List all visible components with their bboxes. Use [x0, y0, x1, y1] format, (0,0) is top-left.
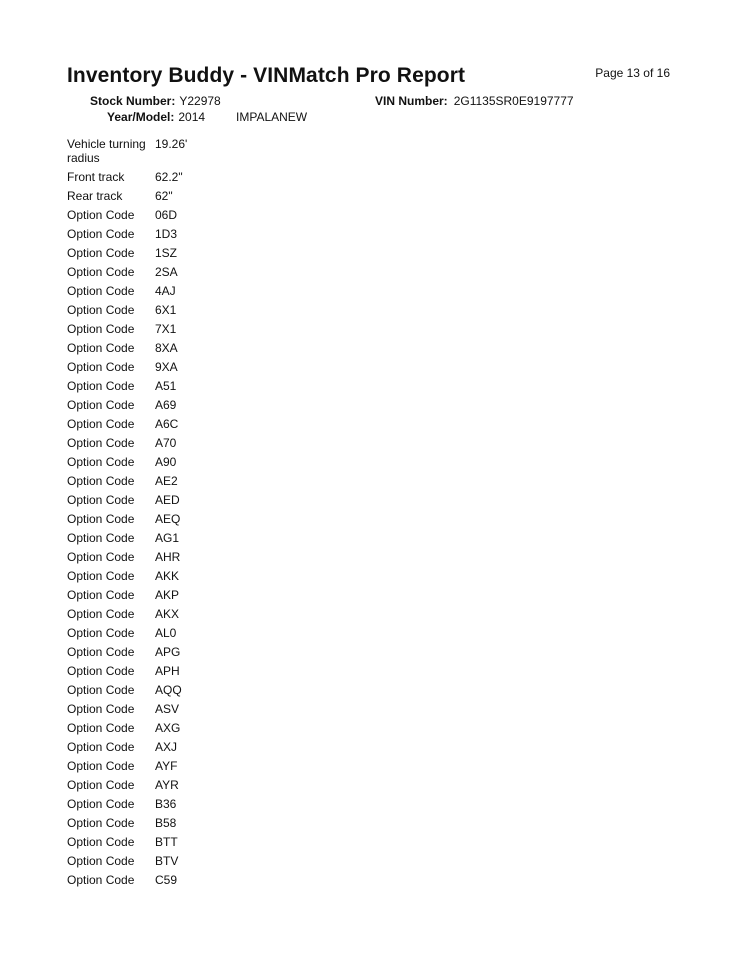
spec-value: 62": [155, 188, 173, 203]
stock-number-row: [90, 94, 221, 108]
spec-value: 06D: [155, 207, 178, 222]
spec-value: AYR: [155, 777, 179, 792]
spec-row: [67, 718, 267, 737]
spec-value: A6C: [155, 416, 179, 431]
spec-label: Option Code: [67, 701, 135, 716]
spec-row: [67, 851, 267, 870]
spec-label: Option Code: [67, 663, 135, 678]
spec-label: Rear track: [67, 188, 123, 203]
spec-label: Option Code: [67, 568, 135, 583]
spec-label: Option Code: [67, 435, 135, 450]
spec-row: [67, 509, 267, 528]
spec-label: Option Code: [67, 340, 135, 355]
spec-label: Option Code: [67, 606, 135, 621]
spec-label: Option Code: [67, 625, 135, 640]
spec-label: Option Code: [67, 739, 135, 754]
page-number: Page 13 of 16: [595, 66, 670, 80]
stock-number-label: Stock Number:: [90, 94, 176, 108]
spec-value: AXG: [155, 720, 181, 735]
spec-row: [67, 452, 267, 471]
spec-label: Vehicle turning radius: [67, 136, 146, 165]
spec-value: AXJ: [155, 739, 178, 754]
spec-row: [67, 186, 267, 205]
spec-label: Option Code: [67, 720, 135, 735]
spec-value: A51: [155, 378, 177, 393]
spec-row: [67, 243, 267, 262]
spec-value: 2SA: [155, 264, 178, 279]
stock-number-value: Y22978: [179, 94, 221, 108]
spec-label: Option Code: [67, 587, 135, 602]
spec-label: Option Code: [67, 853, 135, 868]
spec-value: A90: [155, 454, 177, 469]
spec-label: Option Code: [67, 777, 135, 792]
spec-value: C59: [155, 872, 178, 887]
year-model-label: Year/Model:: [107, 110, 175, 124]
spec-label: Option Code: [67, 530, 135, 545]
spec-label: Option Code: [67, 796, 135, 811]
spec-label: Option Code: [67, 473, 135, 488]
spec-value: AL0: [155, 625, 177, 640]
spec-row: [67, 604, 267, 623]
spec-row: [67, 566, 267, 585]
spec-label: Option Code: [67, 226, 135, 241]
model-value: IMPALANEW: [236, 110, 308, 124]
spec-label: Option Code: [67, 644, 135, 659]
spec-value: AED: [155, 492, 180, 507]
spec-row: [67, 737, 267, 756]
spec-label: Option Code: [67, 454, 135, 469]
spec-label: Option Code: [67, 245, 135, 260]
spec-label: Option Code: [67, 511, 135, 526]
spec-value: 7X1: [155, 321, 177, 336]
spec-row: [67, 699, 267, 718]
spec-label: Front track: [67, 169, 125, 184]
spec-value: BTV: [155, 853, 179, 868]
spec-value: A69: [155, 397, 177, 412]
spec-row: [67, 756, 267, 775]
spec-row: [67, 281, 267, 300]
spec-row: [67, 205, 267, 224]
spec-row: [67, 870, 267, 889]
spec-value: 6X1: [155, 302, 177, 317]
spec-value: ASV: [155, 701, 180, 716]
spec-value: 1SZ: [155, 245, 178, 260]
spec-value: B36: [155, 796, 177, 811]
spec-row: [67, 376, 267, 395]
vin-number-label: VIN Number:: [375, 94, 448, 108]
spec-value: 4AJ: [155, 283, 176, 298]
spec-label: Option Code: [67, 492, 135, 507]
spec-row: [67, 262, 267, 281]
spec-row: [67, 794, 267, 813]
spec-value: AG1: [155, 530, 180, 545]
spec-row: [67, 357, 267, 376]
spec-row: [67, 680, 267, 699]
year-value: 2014: [178, 110, 206, 124]
spec-value: AYF: [155, 758, 178, 773]
spec-label: Option Code: [67, 207, 135, 222]
spec-row: [67, 433, 267, 452]
spec-row: [67, 490, 267, 509]
spec-row: [67, 414, 267, 433]
spec-label: Option Code: [67, 549, 135, 564]
spec-label: Option Code: [67, 264, 135, 279]
spec-value: APH: [155, 663, 180, 678]
spec-value: AKP: [155, 587, 180, 602]
spec-value: AQQ: [155, 682, 182, 697]
spec-value: 8XA: [155, 340, 178, 355]
spec-row: [67, 471, 267, 490]
spec-label: Option Code: [67, 682, 135, 697]
spec-value: APG: [155, 644, 181, 659]
spec-value: B58: [155, 815, 177, 830]
spec-list: [67, 134, 267, 889]
spec-value: 9XA: [155, 359, 178, 374]
spec-row: [67, 623, 267, 642]
spec-label: Option Code: [67, 815, 135, 830]
spec-value: AKK: [155, 568, 180, 583]
spec-label: Option Code: [67, 283, 135, 298]
spec-label: Option Code: [67, 416, 135, 431]
spec-row: [67, 813, 267, 832]
spec-value: 62.2": [155, 169, 183, 184]
vin-number-value: 2G1135SR0E9197777: [453, 94, 574, 108]
spec-label: Option Code: [67, 758, 135, 773]
spec-row: [67, 642, 267, 661]
spec-row: [67, 167, 267, 186]
spec-row: [67, 661, 267, 680]
year-model-row: [107, 110, 308, 124]
spec-value: AKX: [155, 606, 180, 621]
spec-value: 19.26': [155, 136, 188, 151]
spec-label: Option Code: [67, 378, 135, 393]
spec-label: Option Code: [67, 397, 135, 412]
report-title: Inventory Buddy - VINMatch Pro Report: [67, 64, 466, 87]
spec-label: Option Code: [67, 834, 135, 849]
spec-row: [67, 338, 267, 357]
spec-label: Option Code: [67, 321, 135, 336]
spec-value: AEQ: [155, 511, 181, 526]
spec-row: [67, 528, 267, 547]
spec-value: BTT: [155, 834, 178, 849]
spec-row: [67, 300, 267, 319]
spec-label: Option Code: [67, 302, 135, 317]
spec-row: [67, 134, 267, 167]
spec-value: AHR: [155, 549, 181, 564]
spec-label: Option Code: [67, 359, 135, 374]
spec-row: [67, 547, 267, 566]
spec-value: A70: [155, 435, 177, 450]
spec-row: [67, 585, 267, 604]
vin-number-row: [375, 94, 574, 108]
spec-label: Option Code: [67, 872, 135, 887]
spec-row: [67, 775, 267, 794]
spec-row: [67, 832, 267, 851]
spec-row: [67, 224, 267, 243]
spec-row: [67, 319, 267, 338]
spec-value: 1D3: [155, 226, 178, 241]
spec-value: AE2: [155, 473, 178, 488]
spec-row: [67, 395, 267, 414]
